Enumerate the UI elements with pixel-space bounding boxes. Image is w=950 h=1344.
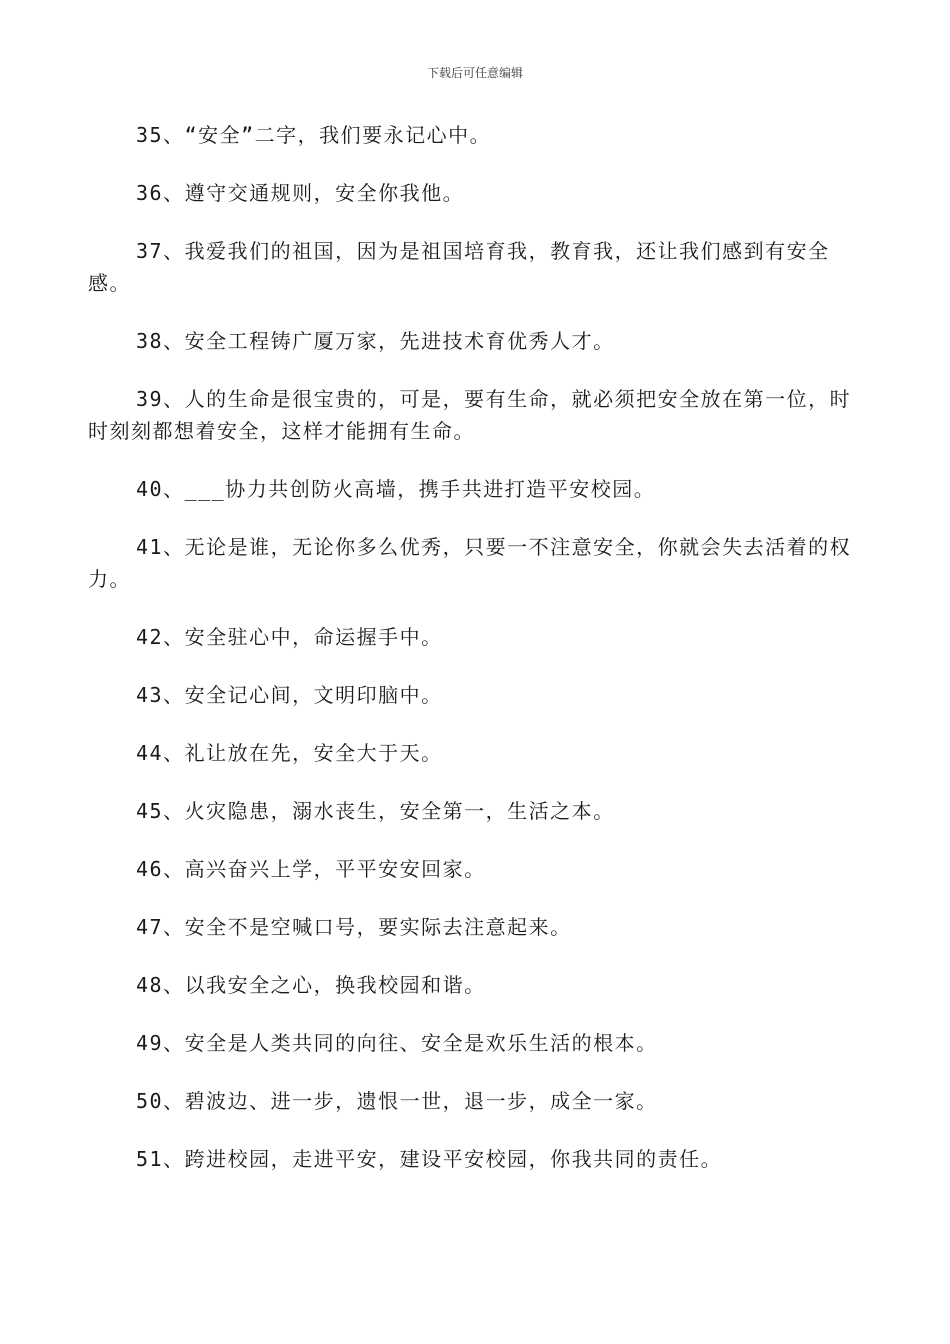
slogan-item: 39、人的生命是很宝贵的，可是，要有生命，就必须把安全放在第一位，时时刻刻都想着安全，这样才能拥有生命。: [88, 387, 852, 443]
slogan-item: 48、以我安全之心，换我校园和谐。: [136, 973, 486, 997]
slogan-item: 46、高兴奋兴上学，平平安安回家。: [136, 857, 486, 881]
page-header: 下载后可任意编辑: [426, 66, 523, 80]
slogan-item: 47、安全不是空喊口号，要实际去注意起来。: [136, 915, 572, 939]
slogan-item: 37、我爱我们的祖国，因为是祖国培育我，教育我，还让我们感到有安全感。: [88, 239, 830, 295]
slogan-item: 51、跨进校园，走进平安，建设平安校园，你我共同的责任。: [136, 1147, 723, 1171]
slogan-item: 38、安全工程铸广厦万家，先进技术育优秀人才。: [136, 329, 615, 353]
slogan-item: 50、碧波边、进一步，遗恨一世，退一步，成全一家。: [136, 1089, 658, 1113]
slogan-item: 43、安全记心间，文明印脑中。: [136, 683, 443, 707]
slogan-item: 41、无论是谁，无论你多么优秀，只要一不注意安全，你就会失去活着的权力。: [88, 535, 852, 591]
slogan-item: 45、火灾隐患，溺水丧生，安全第一，生活之本。: [136, 799, 615, 823]
slogan-item: 40、___协力共创防火高墙，携手共进打造平安校园。: [136, 477, 656, 501]
slogan-item: 35、“安全”二字，我们要永记心中。: [136, 123, 492, 147]
slogan-list: [88, 119, 858, 1201]
slogan-item: 44、礼让放在先，安全大于天。: [136, 741, 443, 765]
slogan-item: 42、安全驻心中，命运握手中。: [136, 625, 443, 649]
slogan-item: 49、安全是人类共同的向往、安全是欢乐生活的根本。: [136, 1031, 658, 1055]
slogan-item: 36、遵守交通规则，安全你我他。: [136, 181, 465, 205]
